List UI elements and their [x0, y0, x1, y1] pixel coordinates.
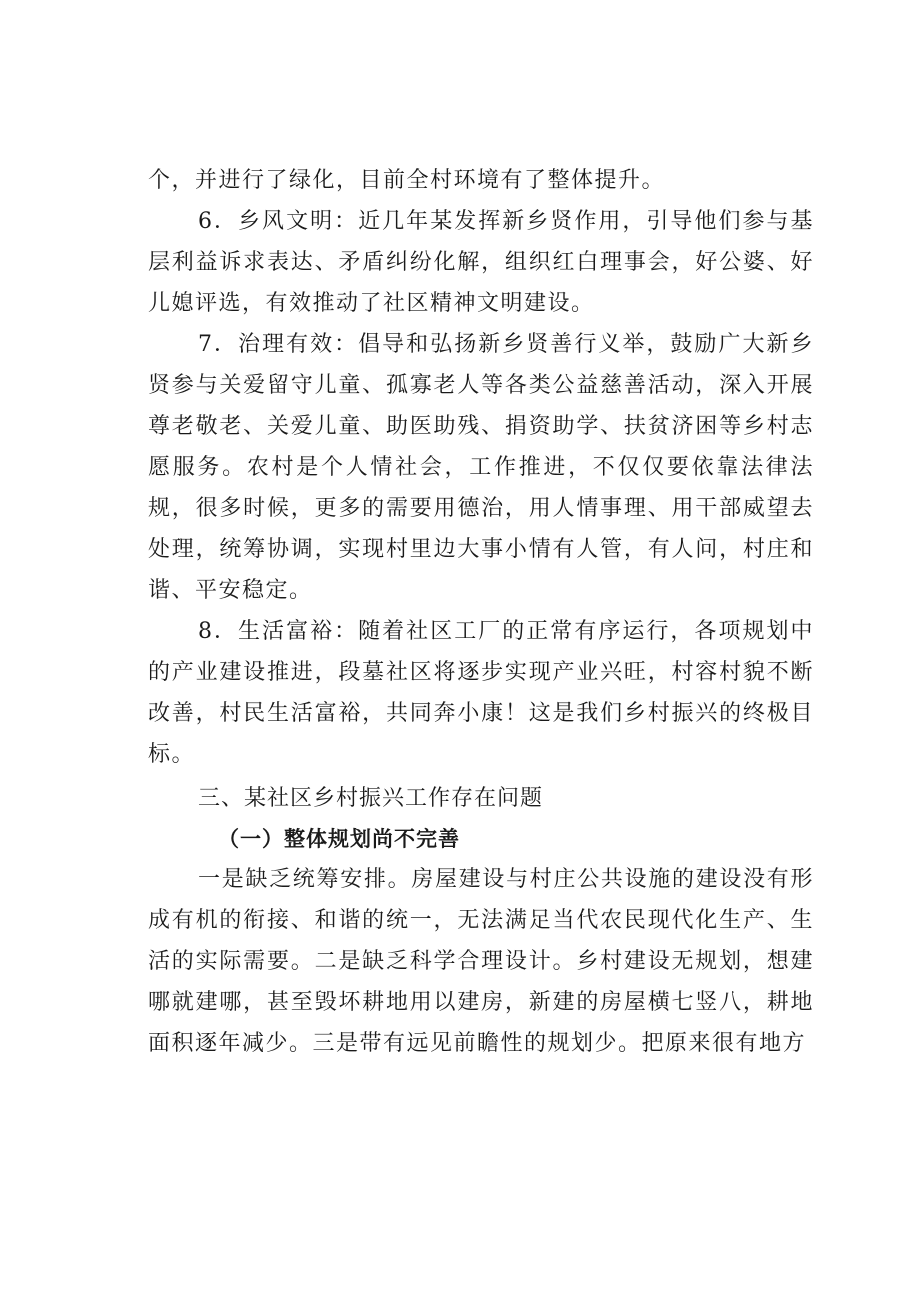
- paragraph-planning: 一是缺乏统筹安排。房屋建设与村庄公共设施的建设没有形成有机的衔接、和谐的统一，无法满足当代农民现代化生产、生活的实际需要。二是缺乏科学合理设计。乡村建设无规划，想建哪就建哪，甚至毁坏耕地用以建房，新建的房屋横七竖八，耕地面积逐年减少。三是带有远见前瞻性的规划少。把原来很有地方: [148, 867, 814, 1056]
- subsection-heading: （一）整体规划尚不完善: [218, 827, 460, 851]
- paragraph-item-7: 7．治理有效：倡导和弘扬新乡贤善行义举，鼓励广大新乡贤参与关爱留守儿童、孤寡老人等各类公益慈善活动，深入开展尊老敬老、关爱儿童、助医助残、捐资助学、扶贫济困等乡村志愿服务。农村是个人情社会，工作推进，不仅仅要依靠法律法规，很多时候，更多的需要用德治，用人情事理、用干部威望去处理，统筹协调，实现村里边大事小情有人管，有人问，村庄和谐、平安稳定。: [148, 332, 814, 603]
- paragraph-item-8: 8．生活富裕：随着社区工厂的正常有序运行，各项规划中的产业建设推进，段墓社区将逐步实现产业兴旺，村容村貌不断改善，村民生活富裕，共同奔小康！这是我们乡村振兴的终极目标。: [148, 619, 814, 767]
- paragraph-continuation: 个，并进行了绿化，目前全村环境有了整体提升。: [148, 168, 666, 193]
- section-heading: 三、某社区乡村振兴工作存在问题: [198, 786, 544, 811]
- paragraph-item-6: 6．乡风文明：近几年某发挥新乡贤作用，引导他们参与基层利益诉求表达、矛盾纠纷化解，组织红白理事会，好公婆、好儿媳评选，有效推动了社区精神文明建设。: [148, 209, 814, 316]
- document-body: [148, 160, 814, 1064]
